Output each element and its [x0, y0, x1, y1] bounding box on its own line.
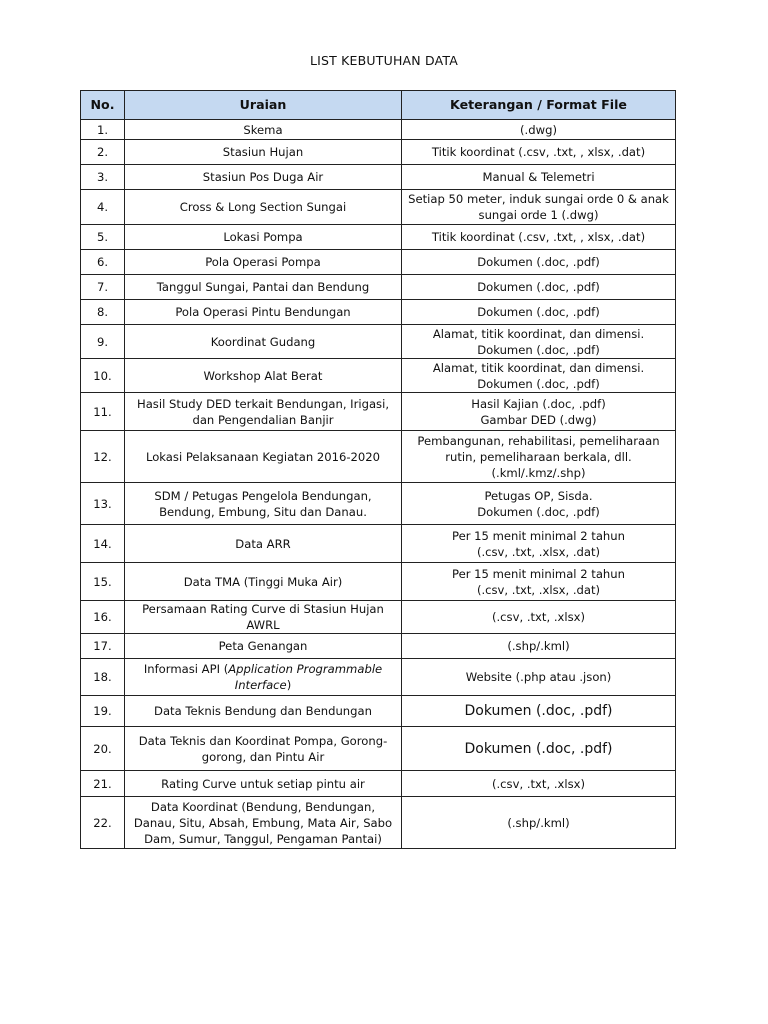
table-row — [81, 727, 676, 771]
uraian-cell — [125, 797, 402, 849]
row-number: 10. — [81, 359, 125, 393]
keterangan-line: (.kml/.kmz/.shp) — [491, 465, 586, 480]
keterangan-line: (.csv, .txt, .xlsx) — [491, 776, 586, 791]
table-row — [81, 300, 676, 325]
row-number: 22. — [81, 797, 125, 849]
uraian-cell — [125, 634, 402, 659]
uraian-line: Skema — [243, 122, 283, 137]
keterangan-line: (.csv, .txt, .xlsx) — [491, 610, 586, 624]
uraian-cell — [125, 696, 402, 727]
uraian-line: AWRL — [246, 618, 280, 632]
keterangan-line: Setiap 50 meter, induk sungai orde 0 & anak — [408, 192, 669, 206]
keterangan-line: Alamat, titik koordinat, dan dimensi. — [432, 360, 645, 375]
uraian-cell — [125, 359, 402, 393]
table-row — [81, 771, 676, 797]
keterangan-cell — [402, 696, 676, 727]
keterangan-line: rutin, pemeliharaan berkala, dll. — [445, 449, 632, 464]
row-number: 2. — [81, 140, 125, 165]
keterangan-cell — [402, 225, 676, 250]
keterangan-cell — [402, 483, 676, 525]
page-title: LIST KEBUTUHAN DATA — [309, 53, 459, 68]
keterangan-line: (.shp/.kml) — [507, 639, 570, 653]
keterangan-line: Per 15 menit minimal 2 tahun — [452, 528, 625, 543]
uraian-line: Data TMA (Tinggi Muka Air) — [183, 574, 343, 589]
uraian-cell — [125, 275, 402, 300]
uraian-line: dan Pengendalian Banjir — [192, 412, 334, 427]
row-number: 7. — [81, 275, 125, 300]
row-number: 4. — [81, 190, 125, 225]
table-row — [81, 659, 676, 696]
keterangan-cell — [402, 300, 676, 325]
table-row — [81, 483, 676, 525]
keterangan-line: Titik koordinat (.csv, .txt, , xlsx, .dat) — [431, 145, 646, 159]
table-row — [81, 525, 676, 563]
row-number: 19. — [81, 696, 125, 727]
keterangan-cell — [402, 120, 676, 140]
uraian-cell — [125, 525, 402, 563]
uraian-line: Cross & Long Section Sungai — [179, 200, 347, 214]
table-row — [81, 393, 676, 431]
keterangan-cell — [402, 525, 676, 563]
uraian-cell — [125, 250, 402, 275]
header-keterangan: Keterangan / Format File — [402, 91, 676, 120]
table-header-row — [81, 91, 676, 120]
uraian-italic-text: Application Programmable — [228, 662, 383, 676]
row-number: 8. — [81, 300, 125, 325]
keterangan-line: Dokumen (.doc, .pdf) — [477, 376, 600, 391]
uraian-cell — [125, 727, 402, 771]
uraian-cell — [125, 563, 402, 601]
keterangan-line: sungai orde 1 (.dwg) — [478, 208, 599, 222]
table-row — [81, 140, 676, 165]
uraian-line — [129, 677, 397, 693]
uraian-line: Data ARR — [235, 536, 291, 551]
table-row — [81, 225, 676, 250]
table-row — [81, 431, 676, 483]
row-number: 3. — [81, 165, 125, 190]
uraian-line: Workshop Alat Berat — [203, 368, 323, 383]
keterangan-cell — [402, 563, 676, 601]
keterangan-line: Dokumen (.doc, .pdf) — [464, 703, 613, 719]
data-requirements-table — [80, 90, 676, 849]
row-number: 21. — [81, 771, 125, 797]
keterangan-line: Dokumen (.doc, .pdf) — [477, 255, 600, 269]
row-number: 6. — [81, 250, 125, 275]
uraian-cell — [125, 190, 402, 225]
uraian-line: Stasiun Pos Duga Air — [202, 170, 324, 184]
keterangan-line: (.csv, .txt, .xlsx, .dat) — [476, 582, 601, 597]
keterangan-cell — [402, 359, 676, 393]
table-row — [81, 190, 676, 225]
uraian-line: SDM / Petugas Pengelola Bendungan, — [154, 488, 372, 503]
uraian-line: Lokasi Pelaksanaan Kegiatan 2016-2020 — [145, 449, 381, 464]
row-number: 1. — [81, 120, 125, 140]
uraian-cell — [125, 483, 402, 525]
row-number: 12. — [81, 431, 125, 483]
row-number: 5. — [81, 225, 125, 250]
uraian-line: Bendung, Embung, Situ dan Danau. — [159, 504, 367, 519]
keterangan-line: Dokumen (.doc, .pdf) — [464, 740, 613, 757]
keterangan-line: Petugas OP, Sisda. — [484, 488, 593, 503]
uraian-line: Persamaan Rating Curve di Stasiun Hujan — [142, 602, 384, 616]
keterangan-cell — [402, 797, 676, 849]
keterangan-cell — [402, 190, 676, 225]
header-no: No. — [81, 91, 125, 120]
keterangan-cell — [402, 601, 676, 634]
uraian-line: Dam, Sumur, Tanggul, Pengaman Pantai) — [144, 831, 382, 846]
keterangan-cell — [402, 431, 676, 483]
header-uraian: Uraian — [125, 91, 402, 120]
table-row — [81, 165, 676, 190]
keterangan-line: Pembangunan, rehabilitasi, pemeliharaan — [417, 433, 660, 448]
keterangan-line: Dokumen (.doc, .pdf) — [477, 504, 600, 519]
table-row — [81, 797, 676, 849]
uraian-cell — [125, 393, 402, 431]
uraian-cell — [125, 431, 402, 483]
keterangan-line: Dokumen (.doc, .pdf) — [477, 342, 600, 357]
row-number: 20. — [81, 727, 125, 771]
row-number: 14. — [81, 525, 125, 563]
keterangan-line: Per 15 menit minimal 2 tahun — [452, 566, 625, 581]
table-row — [81, 275, 676, 300]
uraian-cell — [125, 225, 402, 250]
uraian-line: Stasiun Hujan — [222, 145, 304, 159]
keterangan-cell — [402, 250, 676, 275]
uraian-line: Koordinat Gudang — [210, 334, 316, 349]
uraian-line: gorong, dan Pintu Air — [201, 749, 325, 764]
uraian-line: Lokasi Pompa — [223, 230, 303, 244]
keterangan-line: (.dwg) — [520, 122, 557, 137]
uraian-cell — [125, 165, 402, 190]
table-row — [81, 120, 676, 140]
uraian-line: Peta Genangan — [218, 639, 308, 653]
uraian-cell — [125, 659, 402, 696]
keterangan-line: (.shp/.kml) — [507, 815, 570, 830]
table-row — [81, 250, 676, 275]
uraian-italic-text: Interface — [234, 678, 287, 692]
uraian-cell — [125, 601, 402, 634]
row-number: 13. — [81, 483, 125, 525]
table-row — [81, 359, 676, 393]
keterangan-line: Dokumen (.doc, .pdf) — [477, 280, 600, 294]
uraian-text: ) — [286, 678, 292, 692]
keterangan-cell — [402, 634, 676, 659]
uraian-line: Data Teknis dan Koordinat Pompa, Gorong- — [138, 733, 388, 748]
uraian-cell — [125, 140, 402, 165]
keterangan-line: Hasil Kajian (.doc, .pdf) — [471, 396, 606, 411]
table-row — [81, 563, 676, 601]
keterangan-line: Dokumen (.doc, .pdf) — [477, 305, 600, 319]
keterangan-line: (.csv, .txt, .xlsx, .dat) — [476, 544, 601, 559]
uraian-cell — [125, 771, 402, 797]
table-row — [81, 696, 676, 727]
keterangan-cell — [402, 325, 676, 359]
table-row — [81, 325, 676, 359]
uraian-line — [129, 661, 397, 677]
uraian-line: Pola Operasi Pintu Bendungan — [175, 305, 351, 319]
row-number: 17. — [81, 634, 125, 659]
uraian-cell — [125, 325, 402, 359]
keterangan-cell — [402, 771, 676, 797]
uraian-line: Rating Curve untuk setiap pintu air — [161, 776, 365, 791]
keterangan-cell — [402, 275, 676, 300]
row-number: 18. — [81, 659, 125, 696]
uraian-line: Data Teknis Bendung dan Bendungan — [154, 704, 372, 718]
uraian-line: Data Koordinat (Bendung, Bendungan, — [150, 799, 376, 814]
keterangan-cell — [402, 393, 676, 431]
table-row — [81, 601, 676, 634]
keterangan-line: Website (.php atau .json) — [465, 670, 612, 684]
table-row — [81, 634, 676, 659]
row-number: 15. — [81, 563, 125, 601]
keterangan-cell — [402, 727, 676, 771]
keterangan-line: Manual & Telemetri — [482, 170, 595, 184]
keterangan-cell — [402, 659, 676, 696]
row-number: 11. — [81, 393, 125, 431]
keterangan-line: Gambar DED (.dwg) — [480, 412, 597, 427]
uraian-line: Hasil Study DED terkait Bendungan, Irigasi, — [136, 396, 390, 411]
uraian-line: Pola Operasi Pompa — [205, 255, 321, 269]
row-number: 9. — [81, 325, 125, 359]
keterangan-line: Alamat, titik koordinat, dan dimensi. — [432, 326, 645, 341]
uraian-line: Tanggul Sungai, Pantai dan Bendung — [156, 280, 370, 294]
uraian-text: Informasi API ( — [143, 662, 229, 676]
keterangan-line: Titik koordinat (.csv, .txt, , xlsx, .dat) — [431, 230, 646, 244]
keterangan-cell — [402, 165, 676, 190]
row-number: 16. — [81, 601, 125, 634]
uraian-cell — [125, 300, 402, 325]
keterangan-cell — [402, 140, 676, 165]
uraian-line: Danau, Situ, Absah, Embung, Mata Air, Sabo — [133, 815, 393, 830]
uraian-cell — [125, 120, 402, 140]
